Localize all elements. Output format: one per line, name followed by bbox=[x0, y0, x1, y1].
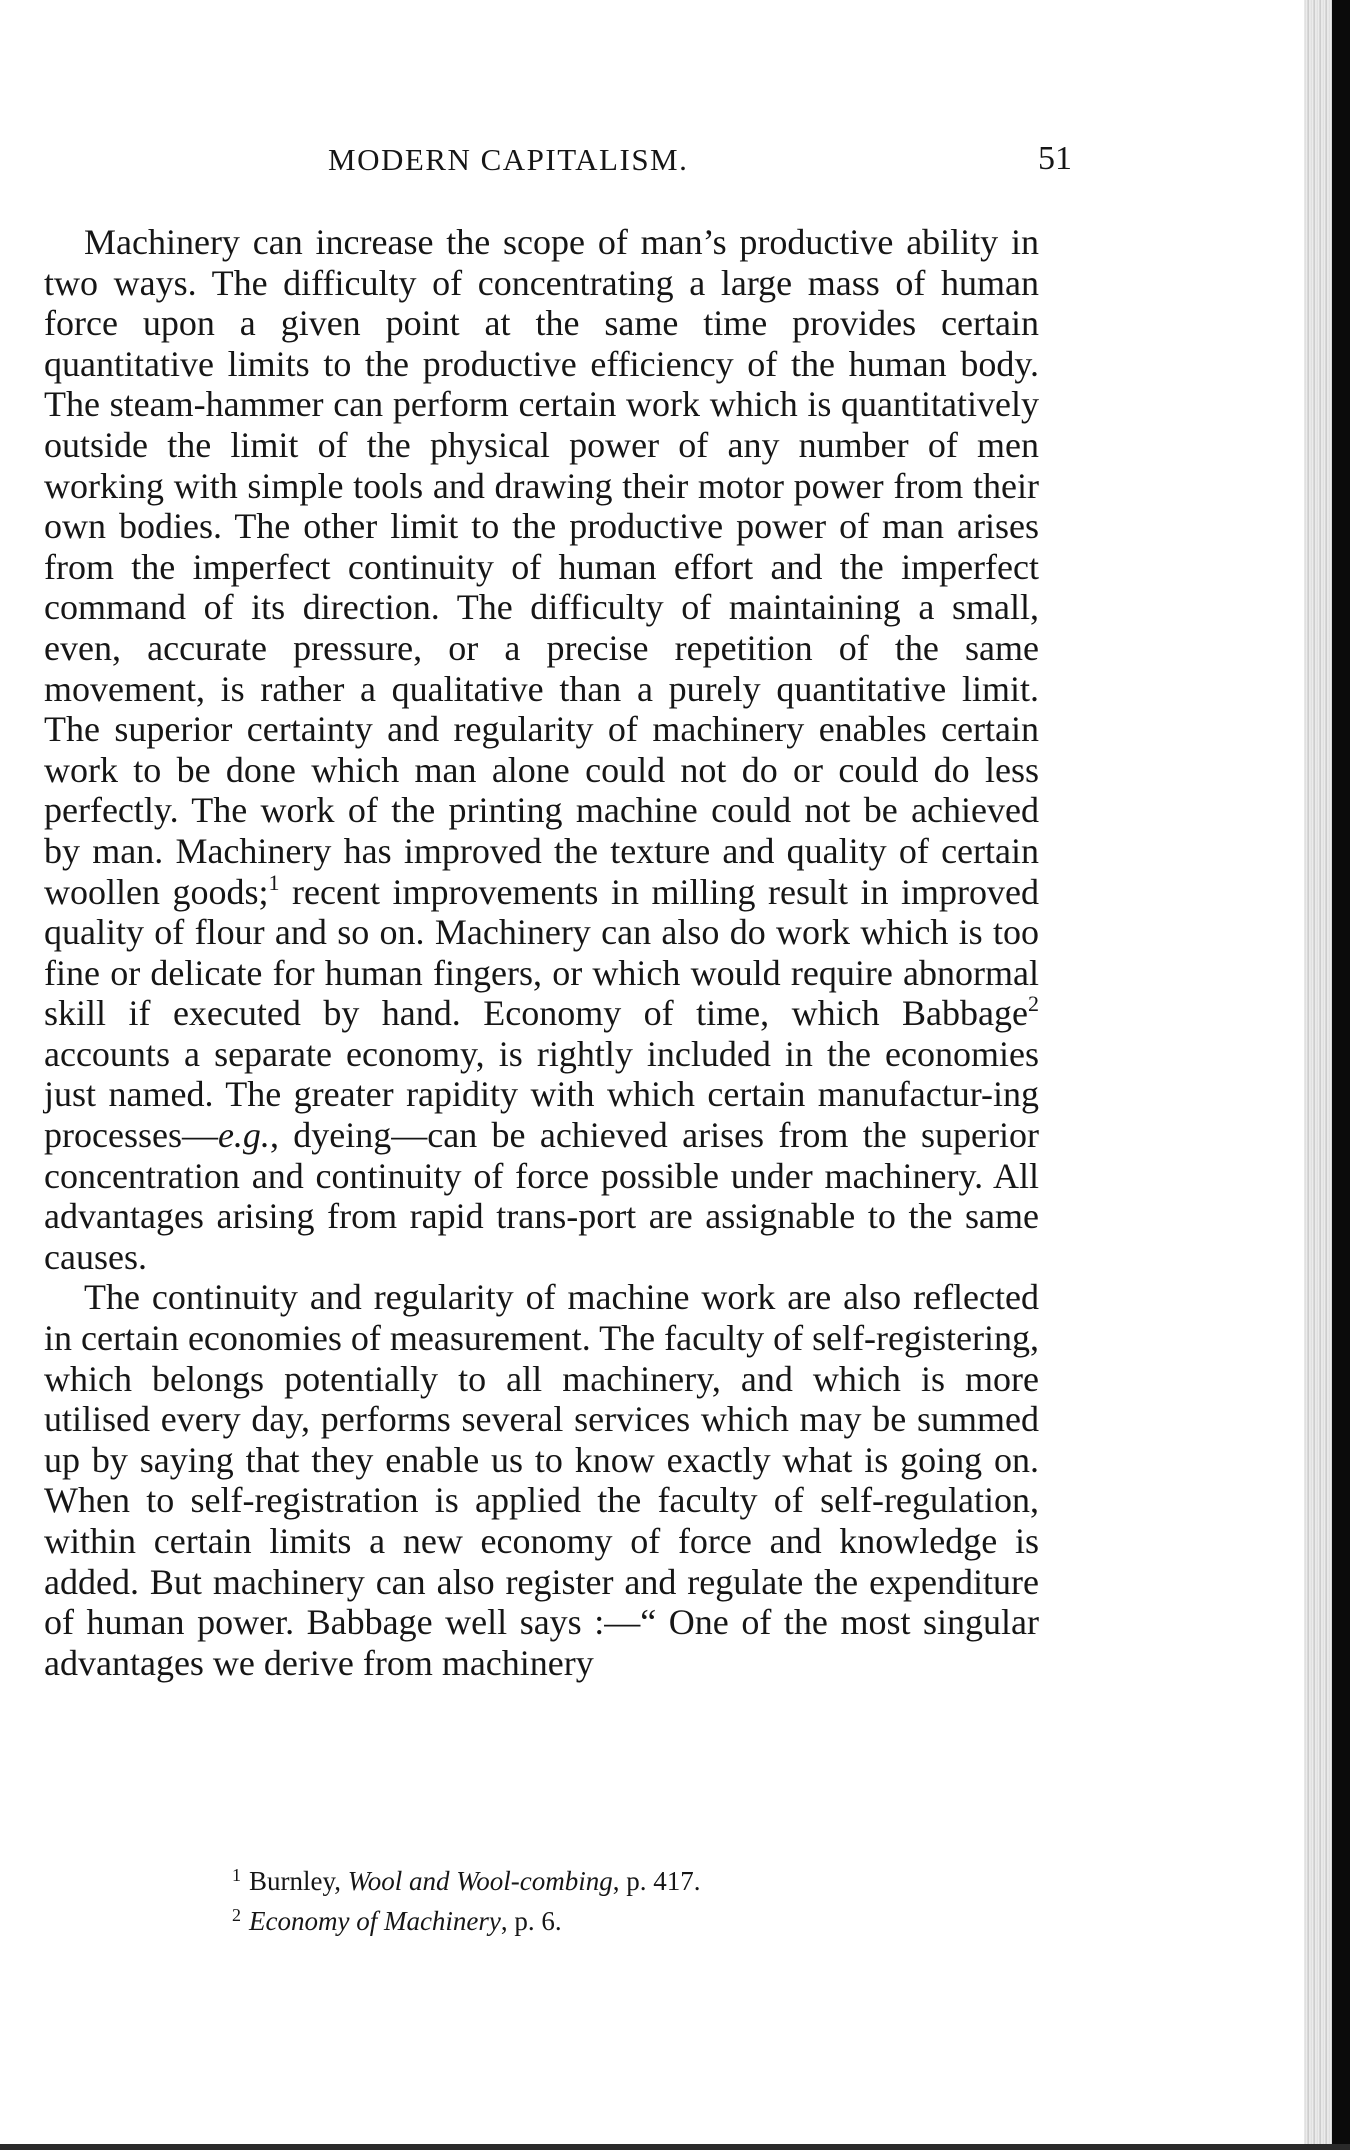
page-number: 51 bbox=[1038, 140, 1072, 177]
footnote-1-title: Wool and Wool-combing bbox=[347, 1866, 613, 1896]
paragraph-1-part-1: Machinery can increase the scope of man’s productive ability in two ways. The difficulty of concentrating a large mass of human force upon a given point at the same time provides certain quantitative limits to the productive efficiency of the human body. The steam-hammer can perform certain work which is quantitatively outside the limit of the physical power of any number of men working with simple tools and drawing their motor power from their own bodies. The other limit to the productive power of man arises from the imperfect continuity of human effort and the imperfect command of its direction. The difficulty of maintaining a small, even, accurate pressure, or a precise repetition of the same movement, is rather a qualitative than a purely quantitative limit. The superior certainty and regularity of machinery enables certain work to be done which man alone could not do or could do less perfectly. The work of the printing machine could not be achieved by man. Machinery has improved the texture and quality of certain woollen goods; bbox=[44, 222, 1039, 912]
paragraph-1-part-4: , dyeing—can be achieved arises from the superior concentration and continuity of force possible under machinery. All advantages arising from rapid trans-port are assignable to the same causes. bbox=[44, 1115, 1039, 1277]
paragraph-1 bbox=[44, 222, 1039, 1277]
footnote-2-title: Economy of Machinery bbox=[249, 1906, 501, 1936]
page-bottom-edge bbox=[0, 2144, 1350, 2150]
footnote-2 bbox=[232, 1898, 992, 1938]
running-head bbox=[80, 142, 1080, 192]
footnote-1-author: Burnley, bbox=[249, 1866, 348, 1896]
footnote-1 bbox=[232, 1858, 992, 1898]
footnote-ref-1: 1 bbox=[268, 869, 280, 895]
footnote-1-mark: 1 bbox=[232, 1865, 241, 1885]
eg-abbreviation: e.g. bbox=[217, 1115, 270, 1156]
footnotes bbox=[232, 1858, 992, 1938]
footnote-1-rest: , p. 417. bbox=[612, 1866, 701, 1896]
book-binding-gutter bbox=[1332, 0, 1350, 2150]
paragraph-1-part-2: recent improvements in milling result in improved quality of flour and so on. Machinery can also do work which is too fine or delicate for human fingers, or which would require abnormal skill if executed by hand. Economy of time, which Babbage bbox=[44, 871, 1039, 1034]
footnote-2-mark: 2 bbox=[232, 1905, 241, 1925]
page-edge-shadow bbox=[1304, 0, 1332, 2150]
running-title: MODERN CAPITALISM. bbox=[328, 142, 689, 177]
paragraph-1-part-3: accounts a separate economy, is rightly included in the economies just named. The greater rapidity with which certain manufactur-ing processes— bbox=[44, 1033, 1039, 1156]
body-text bbox=[44, 222, 1039, 1683]
paragraph-2: The continuity and regularity of machine work are also reflected in certain economies of measurement. The faculty of self-registering, which belongs potentially to all machinery, and which is more utilised every day, performs several services which may be summed up by saying that they enable us to know exactly what is going on. When to self-registration is applied the faculty of self-regulation, within certain limits a new economy of force and knowledge is added. But machinery can also register and regulate the expenditure of human power. Babbage well says :—“ One of the most singular advantages we derive from machinery bbox=[44, 1277, 1039, 1683]
footnote-2-rest: , p. 6. bbox=[500, 1906, 562, 1936]
footnote-ref-2: 2 bbox=[1028, 991, 1039, 1017]
